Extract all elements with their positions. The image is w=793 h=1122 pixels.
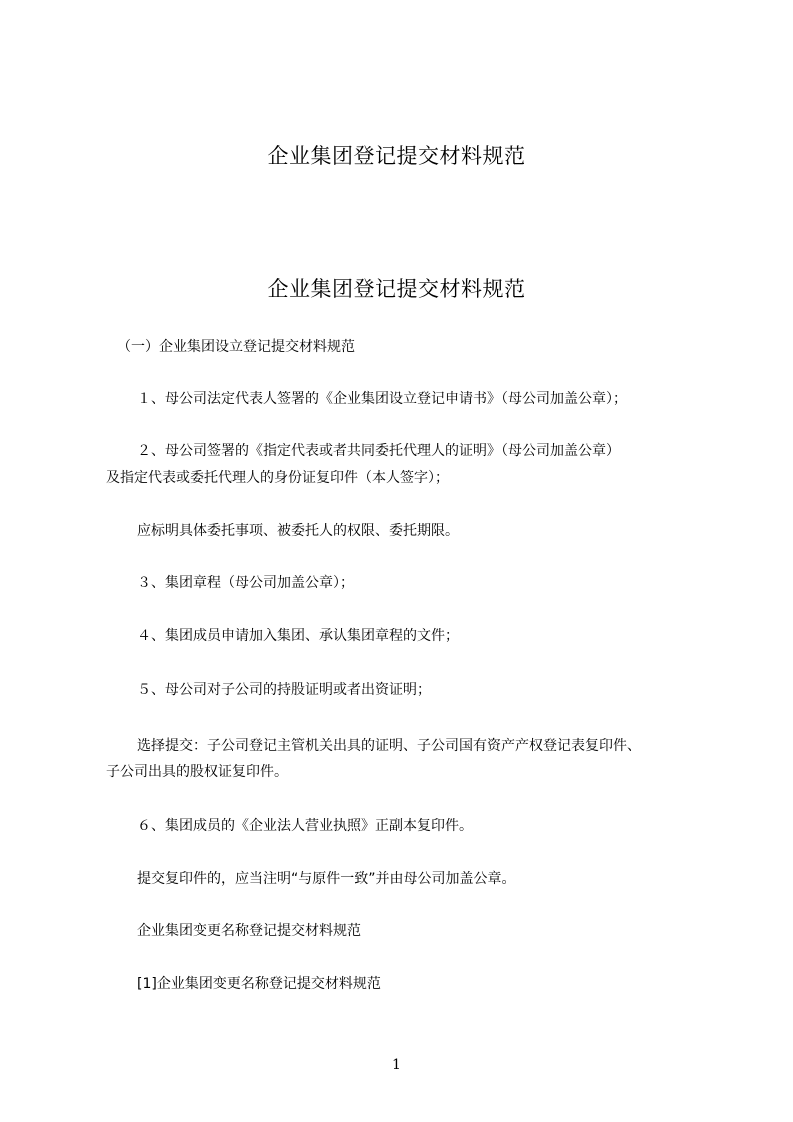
item-2-authorization-line1: ２、母公司签署的《指定代表或者共同委托代理人的证明》（母公司加盖公章） <box>137 443 620 459</box>
document-header-title: 企业集团登记提交材料规范 <box>267 144 526 168</box>
item-4-member-documents: ４、集团成员申请加入集团、承认集团章程的文件； <box>137 628 459 644</box>
item-1-application: １、母公司法定代表人签署的《企业集团设立登记申请书》（母公司加盖公章）； <box>137 391 627 407</box>
optional-submission-line2: 子公司出具的股权证复印件。 <box>106 764 288 780</box>
document-main-title: 企业集团登记提交材料规范 <box>267 277 526 301</box>
item-6-business-license: ６、集团成员的《企业法人营业执照》正副本复印件。 <box>137 818 473 834</box>
page-number: 1 <box>392 1057 401 1073</box>
footnote-name-change: [1]企业集团变更名称登记提交材料规范 <box>137 976 381 992</box>
note-authorization-scope: 应标明具体委托事项、被委托人的权限、委托期限。 <box>137 523 459 539</box>
item-5-shareholding-proof: ５、母公司对子公司的持股证明或者出资证明； <box>137 682 431 698</box>
section-heading-name-change: 企业集团变更名称登记提交材料规范 <box>137 923 361 939</box>
section-heading-establishment: （一）企业集团设立登记提交材料规范 <box>117 339 355 355</box>
note-copy-certification: 提交复印件的，应当注明“与原件一致”并由母公司加盖公章。 <box>137 871 516 887</box>
optional-submission-line1: 选择提交：子公司登记主管机关出具的证明、子公司国有资产产权登记表复印件、 <box>137 738 641 754</box>
item-2-authorization-line2: 及指定代表或委托代理人的身份证复印件（本人签字）； <box>106 470 449 486</box>
item-3-charter: ３、集团章程（母公司加盖公章）； <box>137 575 354 591</box>
